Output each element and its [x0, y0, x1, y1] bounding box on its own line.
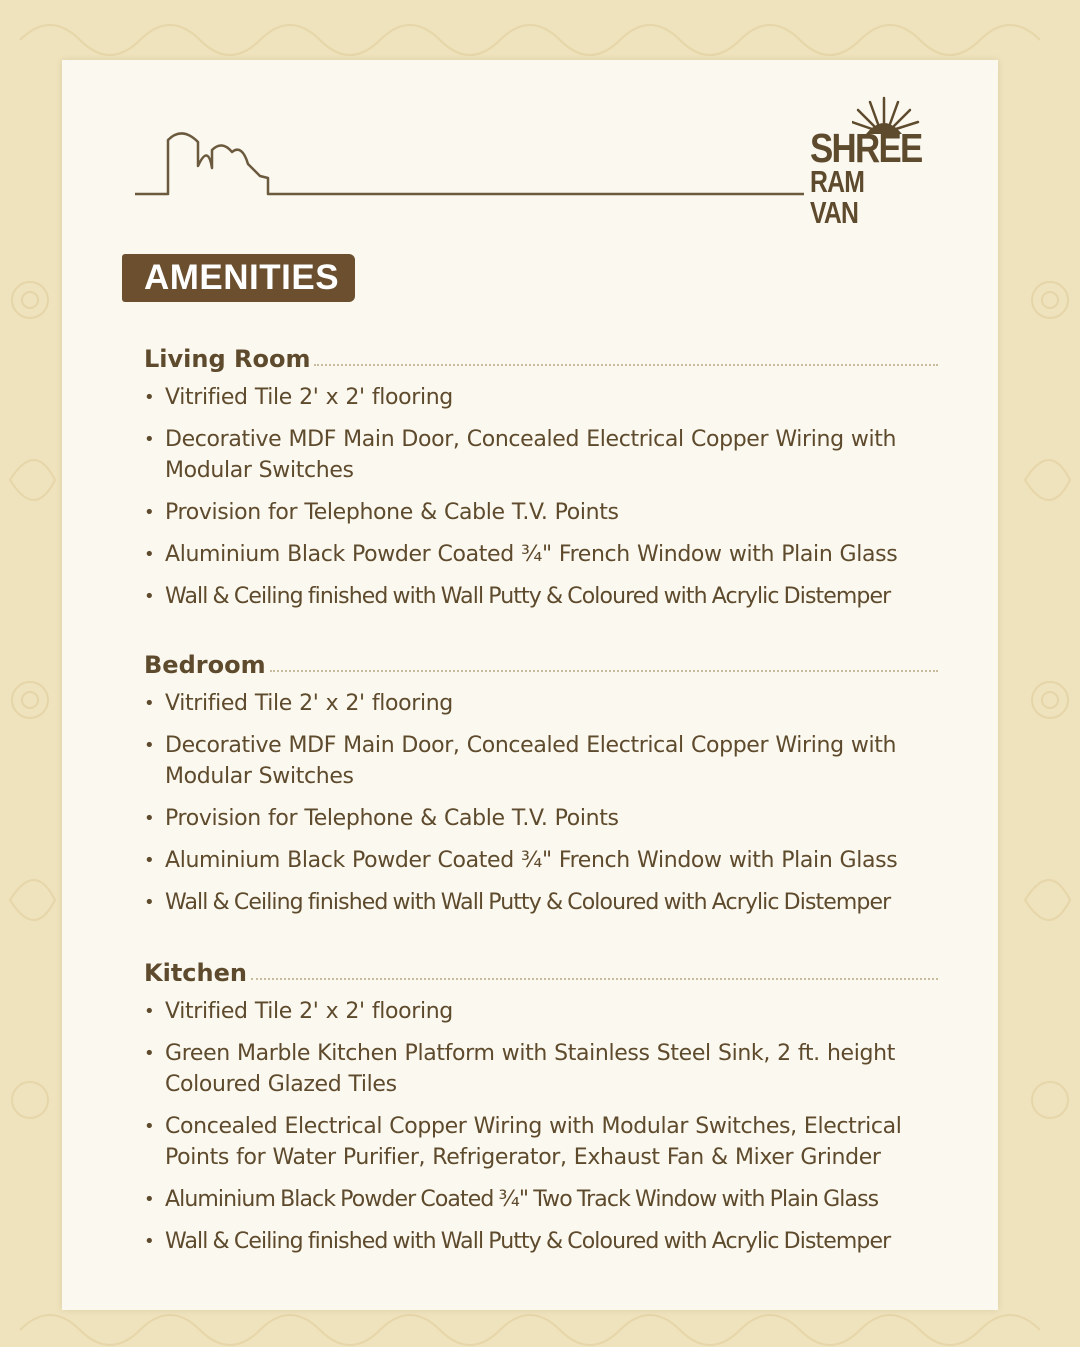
logo-text-shree: SHREE	[810, 125, 922, 171]
list-item: • Decorative MDF Main Door, Concealed Electrical Copper Wiring with Modular Switches	[144, 730, 938, 792]
list-item: • Vitrified Tile 2' x 2' flooring	[144, 996, 938, 1027]
list-item: • Concealed Electrical Copper Wiring with Modular Switches, Electrical Points for Water Purifier, Refrigerator, Exhaust Fan & Mixer Grinder	[144, 1111, 938, 1173]
amenity-list	[144, 688, 938, 918]
section-heading	[144, 958, 938, 988]
list-item: • Decorative MDF Main Door, Concealed Electrical Copper Wiring with Modular Switches	[144, 424, 938, 486]
list-item: • Aluminium Black Powder Coated ¾" Two Track Window with Plain Glass	[144, 1184, 938, 1215]
list-item: • Green Marble Kitchen Platform with Stainless Steel Sink, 2 ft. height Coloured Glazed Tiles	[144, 1038, 938, 1100]
list-item: • Provision for Telephone & Cable T.V. Points	[144, 497, 938, 528]
list-item: • Provision for Telephone & Cable T.V. Points	[144, 803, 938, 834]
section-heading	[144, 650, 938, 680]
list-item: • Vitrified Tile 2' x 2' flooring	[144, 382, 938, 413]
amenities-card	[62, 60, 998, 1310]
section-title-bedroom: Bedroom	[144, 651, 266, 679]
section-kitchen	[144, 958, 938, 1268]
list-item: • Wall & Ceiling finished with Wall Putty & Coloured with Acrylic Distemper	[144, 887, 938, 918]
logo-text-ram-van: RAM VAN	[810, 164, 865, 230]
section-living-room	[144, 344, 938, 623]
list-item: • Aluminium Black Powder Coated ¾" French Window with Plain Glass	[144, 539, 938, 570]
amenity-list	[144, 382, 938, 612]
section-bedroom	[144, 650, 938, 929]
dotted-leader-line	[314, 364, 938, 366]
shree-ram-van-logo	[808, 96, 926, 230]
section-heading	[144, 344, 938, 374]
list-item: • Aluminium Black Powder Coated ¾" French Window with Plain Glass	[144, 845, 938, 876]
list-item: • Vitrified Tile 2' x 2' flooring	[144, 688, 938, 719]
section-title-kitchen: Kitchen	[144, 959, 247, 987]
dotted-leader-line	[251, 978, 938, 980]
list-item: • Wall & Ceiling finished with Wall Putty & Coloured with Acrylic Distemper	[144, 1226, 938, 1257]
section-title-living-room: Living Room	[144, 345, 311, 373]
dotted-leader-line	[270, 670, 938, 672]
list-item: • Wall & Ceiling finished with Wall Putty & Coloured with Acrylic Distemper	[144, 581, 938, 612]
page-title-badge: AMENITIES	[122, 254, 355, 302]
amenity-list	[144, 996, 938, 1257]
